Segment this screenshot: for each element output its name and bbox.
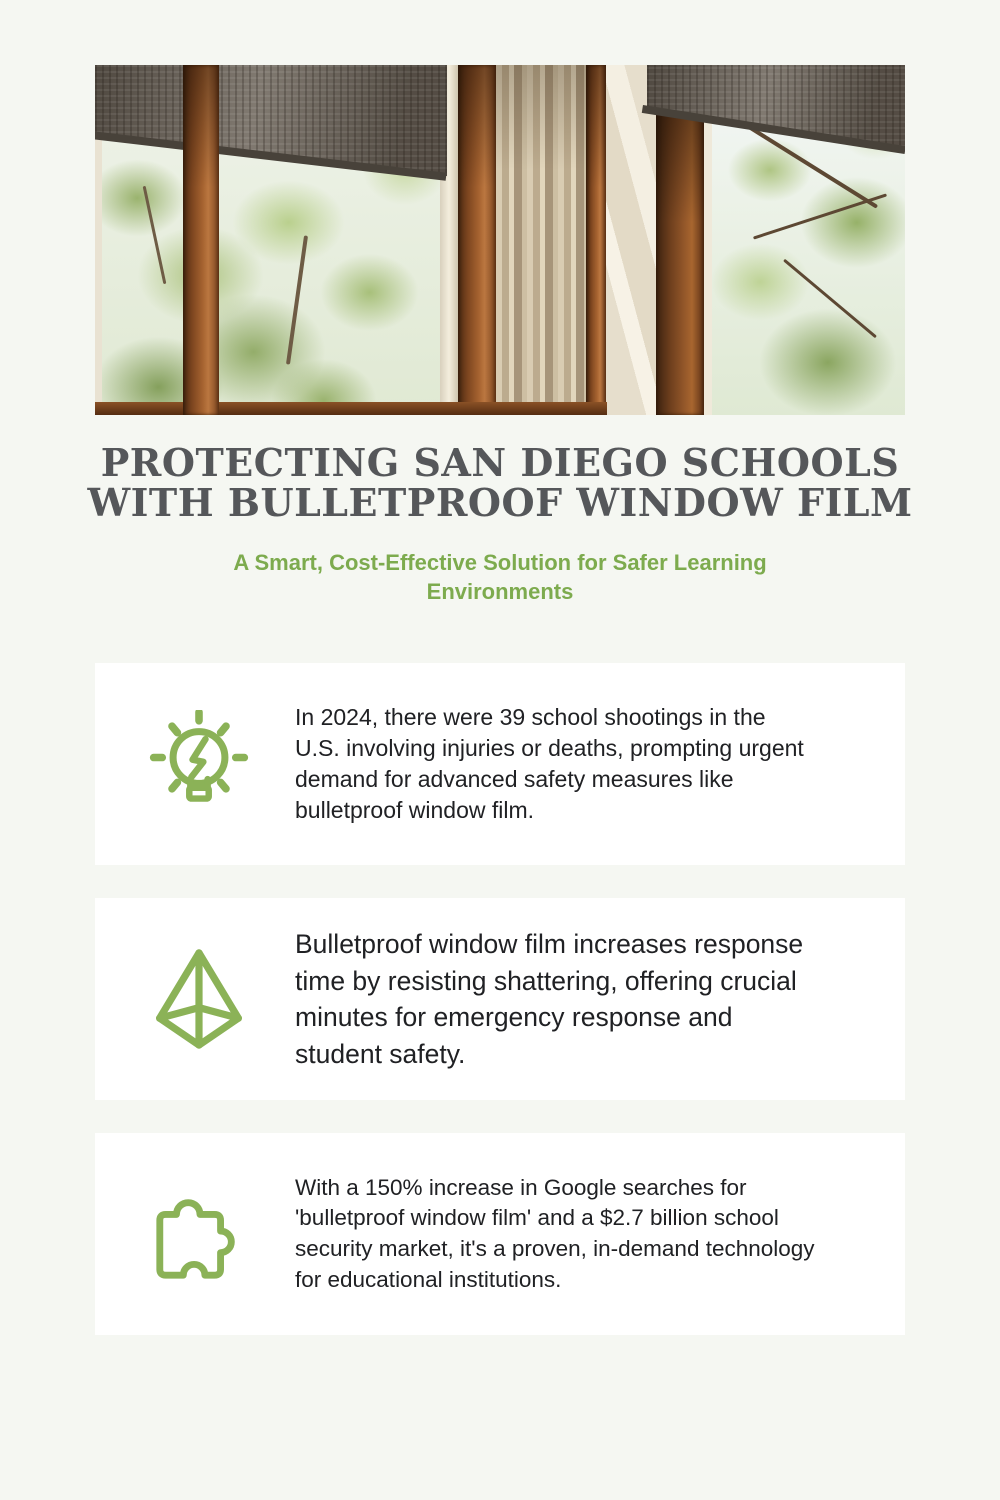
fact-card-list [95, 663, 905, 1335]
sunlit-wall [606, 65, 656, 415]
pyramid-wireframe-icon [143, 940, 255, 1058]
window-sill [95, 402, 607, 415]
title-line-1: PROTECTING SAN DIEGO SCHOOLS [100, 440, 900, 485]
title-line-2: WITH BULLETPROOF WINDOW FILM [87, 480, 913, 525]
tree-trunk [143, 186, 167, 284]
hero-window-photo [95, 65, 905, 415]
curtain [496, 65, 586, 415]
tree-branch [753, 193, 887, 239]
page-title [0, 440, 1000, 525]
wood-window-post [183, 65, 219, 415]
tree-trunk [286, 235, 308, 364]
fact-card-shootings [95, 663, 905, 865]
fact-text: Bulletproof window film increases response time by resisting shattering, offering crucial minutes for emergency response and student safety. [295, 928, 804, 1069]
fact-card-response-time [95, 898, 905, 1100]
wood-window-post [586, 65, 606, 415]
wood-window-post [458, 65, 496, 415]
fact-text: With a 150% increase in Google searches for 'bulletproof window film' and a $2.7 billion school security market, it's a proven, in-demand technology for educational institutions. [295, 1174, 815, 1292]
subtitle-line-2: Environments [426, 579, 574, 605]
lightbulb-bolt-icon [143, 705, 255, 823]
subtitle-line-1: A Smart, Cost-Effective Solution for Safer Learning [233, 550, 767, 575]
page-subtitle [0, 548, 1000, 606]
tree-branch [783, 259, 877, 338]
fact-card-market [95, 1133, 905, 1335]
puzzle-piece-icon [143, 1175, 255, 1293]
fact-text: In 2024, there were 39 school shootings in the U.S. involving injuries or deaths, prompting urgent demand for advanced safety measures like bulletproof window film. [295, 703, 804, 824]
